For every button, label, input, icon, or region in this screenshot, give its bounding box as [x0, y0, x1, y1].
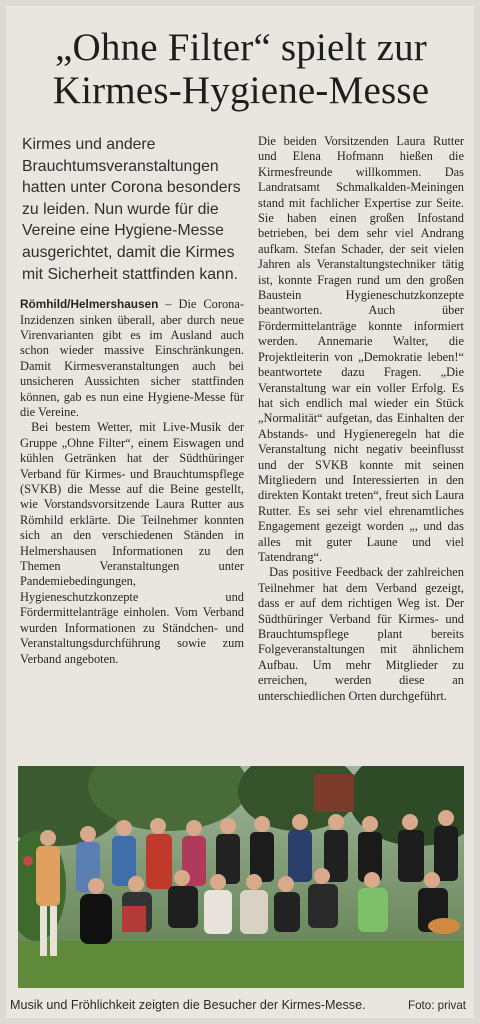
paragraph-1 — [20, 297, 244, 420]
newspaper-clipping — [6, 6, 474, 1018]
headline-line-1: „Ohne Filter“ spielt zur — [55, 26, 427, 69]
paragraph-1-text: – Die Corona-Inzidenzen sinken überall, aber durch neue Virenvarianten gibt es im Ausland auch schon wieder massive Einschränkungen. Damit Kirmesveranstaltungen auch bei unsicheren Aussichten sicher stattfinden können, gab es nun eine Hygiene-Messe für die Vereine. — [20, 297, 244, 419]
intro-paragraph: Kirmes und andere Brauchtumsveranstaltungen hatten unter Corona besonders zu leiden. Nun wurde für die Vereine eine Hygiene-Messe ausgerichtet, damit die Kirmes mit Sicherheit stattfinden kann. — [22, 136, 241, 283]
group-photo — [18, 766, 464, 988]
photo-caption-bar — [6, 996, 474, 1018]
paragraph-4: Das positive Feedback der zahlreichen Teilnehmer hat dem Verband gezeigt, dass er auf dem richtigen Weg ist. Der Südthüringer Verband für Kirmes- und Brauchtumspflege plant bereits Folgeveranstaltungen mit ähnlichem Aufbau. Um mehr Mitglieder zu erreichen, werden diese an unterschiedlichen Orten durchgeführt. — [258, 565, 464, 703]
photo-caption: Musik und Fröhlichkeit zeigten die Besucher der Kirmes-Messe. — [10, 998, 366, 1012]
group-photo-illustration — [18, 766, 464, 988]
headline-line-2: Kirmes-Hygiene-Messe — [52, 69, 430, 112]
photo-credit: Foto: privat — [408, 999, 466, 1012]
paragraph-3: Die beiden Vorsitzenden Laura Rutter und Elena Hofmann hießen die Kirmesfreunde willkommen. Das Landratsamt Schmalkalden-Meiningen stand mit fachlicher Expertise zur Seite. Sie haben einen großen Infostand betrieben, bei dem sehr viel Andrang aufkam. Stefan Schader, der seit vielen Jahren als Veranstaltungstechniker tätig ist, konnte Fragen rund um den großen Baustein Hygieneschutzkonzepte beantworten. Auch über Fördermittelanträge konnte informiert werden. Annemarie Walter, die Projektleiterin von „Demokratie leben!“ beantwortete dazu Fragen. „Die Veranstaltung war ein voller Erfolg. Es hat sich endlich mal wieder ein Stück „Normalität“ aufgetan, das Einhalten der Abstands- und Hygieneregeln hat die Veranstaltung nicht negativ beeinflusst und der SVKB konnte mit seinen Mitgliedern und Interessierten in den direkten Kontakt treten“, freut sich Laura Rutter. Es sei sehr viel ehrenamtliches Engagement gezeigt worden „, und das alles mit guter Laune und viel Tatendrang“. — [258, 134, 464, 564]
paragraph-2: Bei bestem Wetter, mit Live-Musik der Gruppe „Ohne Filter“, einem Eiswagen und kühlen Getränken hat der Südthüringer Verband für Kirmes- und Brauchtumspflege (SVKB) die Messe auf die Beine gestellt, wie Vorstandsvorsitzende Laura Rutter aus Römhild erklärte. Die Teilnehmer konnten sich an den verschiedenen Ständen in Helmershausen Informationen zu den Themen Veranstaltungen unter Pandemiebedingungen, Hygieneschutzkonzepte und Fördermittelanträge einholen. Vom Verband wurden Informationen zu Ständchen- und Veranstaltungsdurchführung sowie zum Verband angeboten. — [20, 420, 244, 666]
column-right — [258, 134, 464, 704]
dateline: Römhild/Helmershausen — [20, 297, 159, 312]
headline — [16, 26, 466, 112]
column-left — [20, 134, 244, 667]
